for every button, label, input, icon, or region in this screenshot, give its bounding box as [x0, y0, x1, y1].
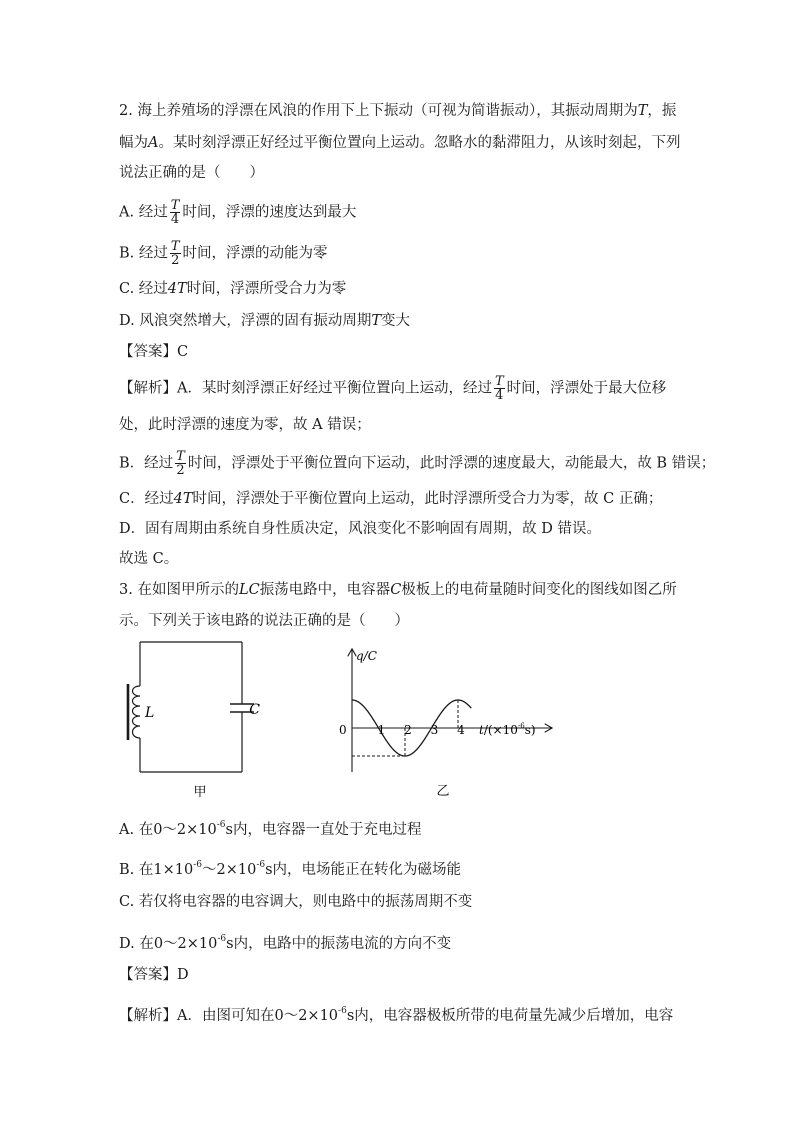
- charge-time-graph: [333, 642, 553, 800]
- q2-stem-text: 幅为: [119, 135, 148, 151]
- q2-option-c: [119, 279, 346, 299]
- option-text: s内，电路中的振荡电流的方向不变: [226, 936, 452, 952]
- analysis-text: s内，电容器极板所带的电荷量先减少后增加，电容: [346, 1008, 674, 1024]
- q2-analysis-a: [119, 375, 666, 402]
- q3-stem-text: 极板上的电荷量随时间变化的图线如图乙所: [401, 582, 677, 598]
- fraction-denominator: 2: [171, 253, 180, 268]
- capacitor-symbol: C: [390, 582, 402, 598]
- analysis-text: 时间，浮漂处于平衡位置向下运动，此时浮漂的速度最大，动能最大，故 B 错误；: [187, 455, 716, 472]
- lc-symbol: LC: [238, 582, 260, 598]
- variable: 4T: [173, 491, 193, 507]
- option-label: B. 在: [119, 862, 154, 878]
- q2-option-d: [119, 311, 410, 331]
- fraction: [175, 450, 186, 477]
- q2-conclusion: 故选 C。: [119, 551, 179, 567]
- variable: T: [371, 313, 381, 329]
- option-text: 时间，浮漂的速度达到最大: [182, 204, 357, 221]
- x-axis-label-var: t: [479, 723, 484, 737]
- inductor-label: L: [145, 705, 155, 721]
- exponent: -6: [217, 934, 227, 944]
- lc-circuit-diagram: [120, 638, 260, 800]
- option-label: B. 经过: [119, 245, 168, 262]
- exponent: -6: [193, 860, 202, 870]
- analysis-text: 时间，浮漂处于平衡位置向上运动，此时浮漂所受合力为零，故 C 正确；: [192, 491, 663, 507]
- x-tick-labels: [378, 723, 466, 737]
- q2-stem-text: 2. 海上养殖场的浮漂在风浪的作用下上下振动（可视为简谐振动），其振动周期为: [119, 103, 638, 119]
- x-tick-label: 4: [457, 723, 465, 737]
- q2-analysis-a-line2: 处，此时浮漂的速度为零，故 A 错误；: [119, 417, 371, 433]
- q3-analysis-a: [119, 1001, 673, 1026]
- figure-caption-yi: 乙: [436, 784, 450, 799]
- q2-stem-line1: [119, 101, 676, 121]
- q3-answer: 【答案】D: [119, 967, 189, 983]
- math-expr: ～2×10: [201, 862, 257, 878]
- fraction-numerator: T: [170, 239, 180, 254]
- q3-stem-line1: [119, 580, 677, 600]
- q2-stem-text-tail: 。某时刻浮漂正好经过平衡位置向上运动。忽略水的黏滞阻力，从该时刻起，下列: [158, 135, 681, 151]
- variable: 4T: [167, 281, 187, 297]
- q2-option-a: [119, 199, 356, 226]
- q3-option-a: [119, 815, 422, 840]
- q3-stem-text: 3. 在如图甲所示的: [119, 582, 239, 598]
- option-label: A. 在: [119, 822, 154, 838]
- q3-option-b: [119, 855, 461, 880]
- x-axis-label: [479, 722, 536, 737]
- option-text: 变大: [381, 313, 410, 329]
- fraction: [170, 240, 181, 267]
- q3-option-d: [119, 929, 451, 954]
- q3-stem-text: 振荡电路中，电容器: [259, 582, 391, 598]
- q3-option-c: C. 若仅将电容器的电容调大，则电路中的振荡周期不变: [119, 894, 473, 910]
- fraction: [170, 199, 181, 226]
- math-expr: 0～2×10: [153, 822, 217, 838]
- fraction-denominator: 2: [176, 463, 185, 478]
- q2-option-b: [119, 240, 328, 267]
- exponent: -6: [216, 820, 226, 830]
- fraction-numerator: T: [176, 449, 185, 464]
- x-axis-label-unit: s): [524, 723, 536, 737]
- math-expr: 0～2×10: [274, 1008, 339, 1024]
- exponent: -6: [338, 1006, 347, 1016]
- x-tick-label: 3: [430, 723, 439, 737]
- analysis-text: 【解析】A．某时刻浮漂正好经过平衡位置向上运动，经过: [119, 380, 492, 397]
- fraction: [494, 375, 505, 402]
- math-expr: 1×10: [153, 862, 194, 878]
- math-expr: 0～2×10: [153, 936, 218, 952]
- figure-caption-jia: 甲: [193, 785, 207, 800]
- q2-answer: 【答案】C: [119, 344, 189, 360]
- q3-stem-line2: 示。下列关于该电路的说法正确的是（ ）: [119, 613, 409, 629]
- q2-stem-text-tail: ，振: [647, 103, 677, 119]
- fraction-numerator: T: [170, 198, 180, 213]
- q2-stem-line3: 说法正确的是（ ）: [119, 165, 264, 181]
- fraction-denominator: 4: [170, 212, 180, 227]
- option-label: D. 风浪突然增大，浮漂的固有振动周期: [119, 313, 372, 329]
- x-tick-label: 1: [377, 723, 386, 737]
- analysis-text: B．经过: [119, 455, 174, 472]
- x-axis-label-exp: -6: [517, 722, 525, 730]
- y-axis-label: q/C: [356, 649, 377, 663]
- q2-analysis-c: [119, 489, 662, 509]
- analysis-text: C．经过: [119, 491, 174, 507]
- x-axis-label-base: /(×10: [483, 723, 518, 737]
- option-label: D. 在: [119, 936, 154, 952]
- x-tick-label: 2: [404, 723, 412, 737]
- amplitude-symbol: A: [148, 135, 159, 151]
- fraction-numerator: T: [494, 374, 504, 389]
- exponent: -6: [256, 860, 266, 870]
- q2-analysis-d: D．固有周期由系统自身性质决定，风浪变化不影响固有周期，故 D 错误。: [119, 521, 601, 537]
- option-text: 时间，浮漂的动能为零: [182, 245, 328, 262]
- q2-analysis-b: [119, 450, 715, 477]
- capacitor-label: C: [249, 702, 260, 718]
- option-label: A. 经过: [119, 204, 168, 221]
- inductor-coil-icon: [133, 686, 141, 738]
- option-text: 时间，浮漂所受合力为零: [186, 281, 347, 297]
- option-label: C. 经过: [119, 281, 168, 297]
- analysis-text: 时间，浮漂处于最大位移: [506, 380, 667, 397]
- q2-stem-line2: [119, 133, 680, 153]
- option-text: s内，电容器一直处于充电过程: [225, 822, 422, 838]
- option-text: s内，电场能正在转化为磁场能: [265, 862, 462, 878]
- origin-label: 0: [339, 723, 347, 737]
- period-symbol: T: [637, 103, 648, 119]
- fraction-denominator: 4: [495, 388, 504, 403]
- analysis-text: 【解析】A．由图可知在: [119, 1008, 275, 1024]
